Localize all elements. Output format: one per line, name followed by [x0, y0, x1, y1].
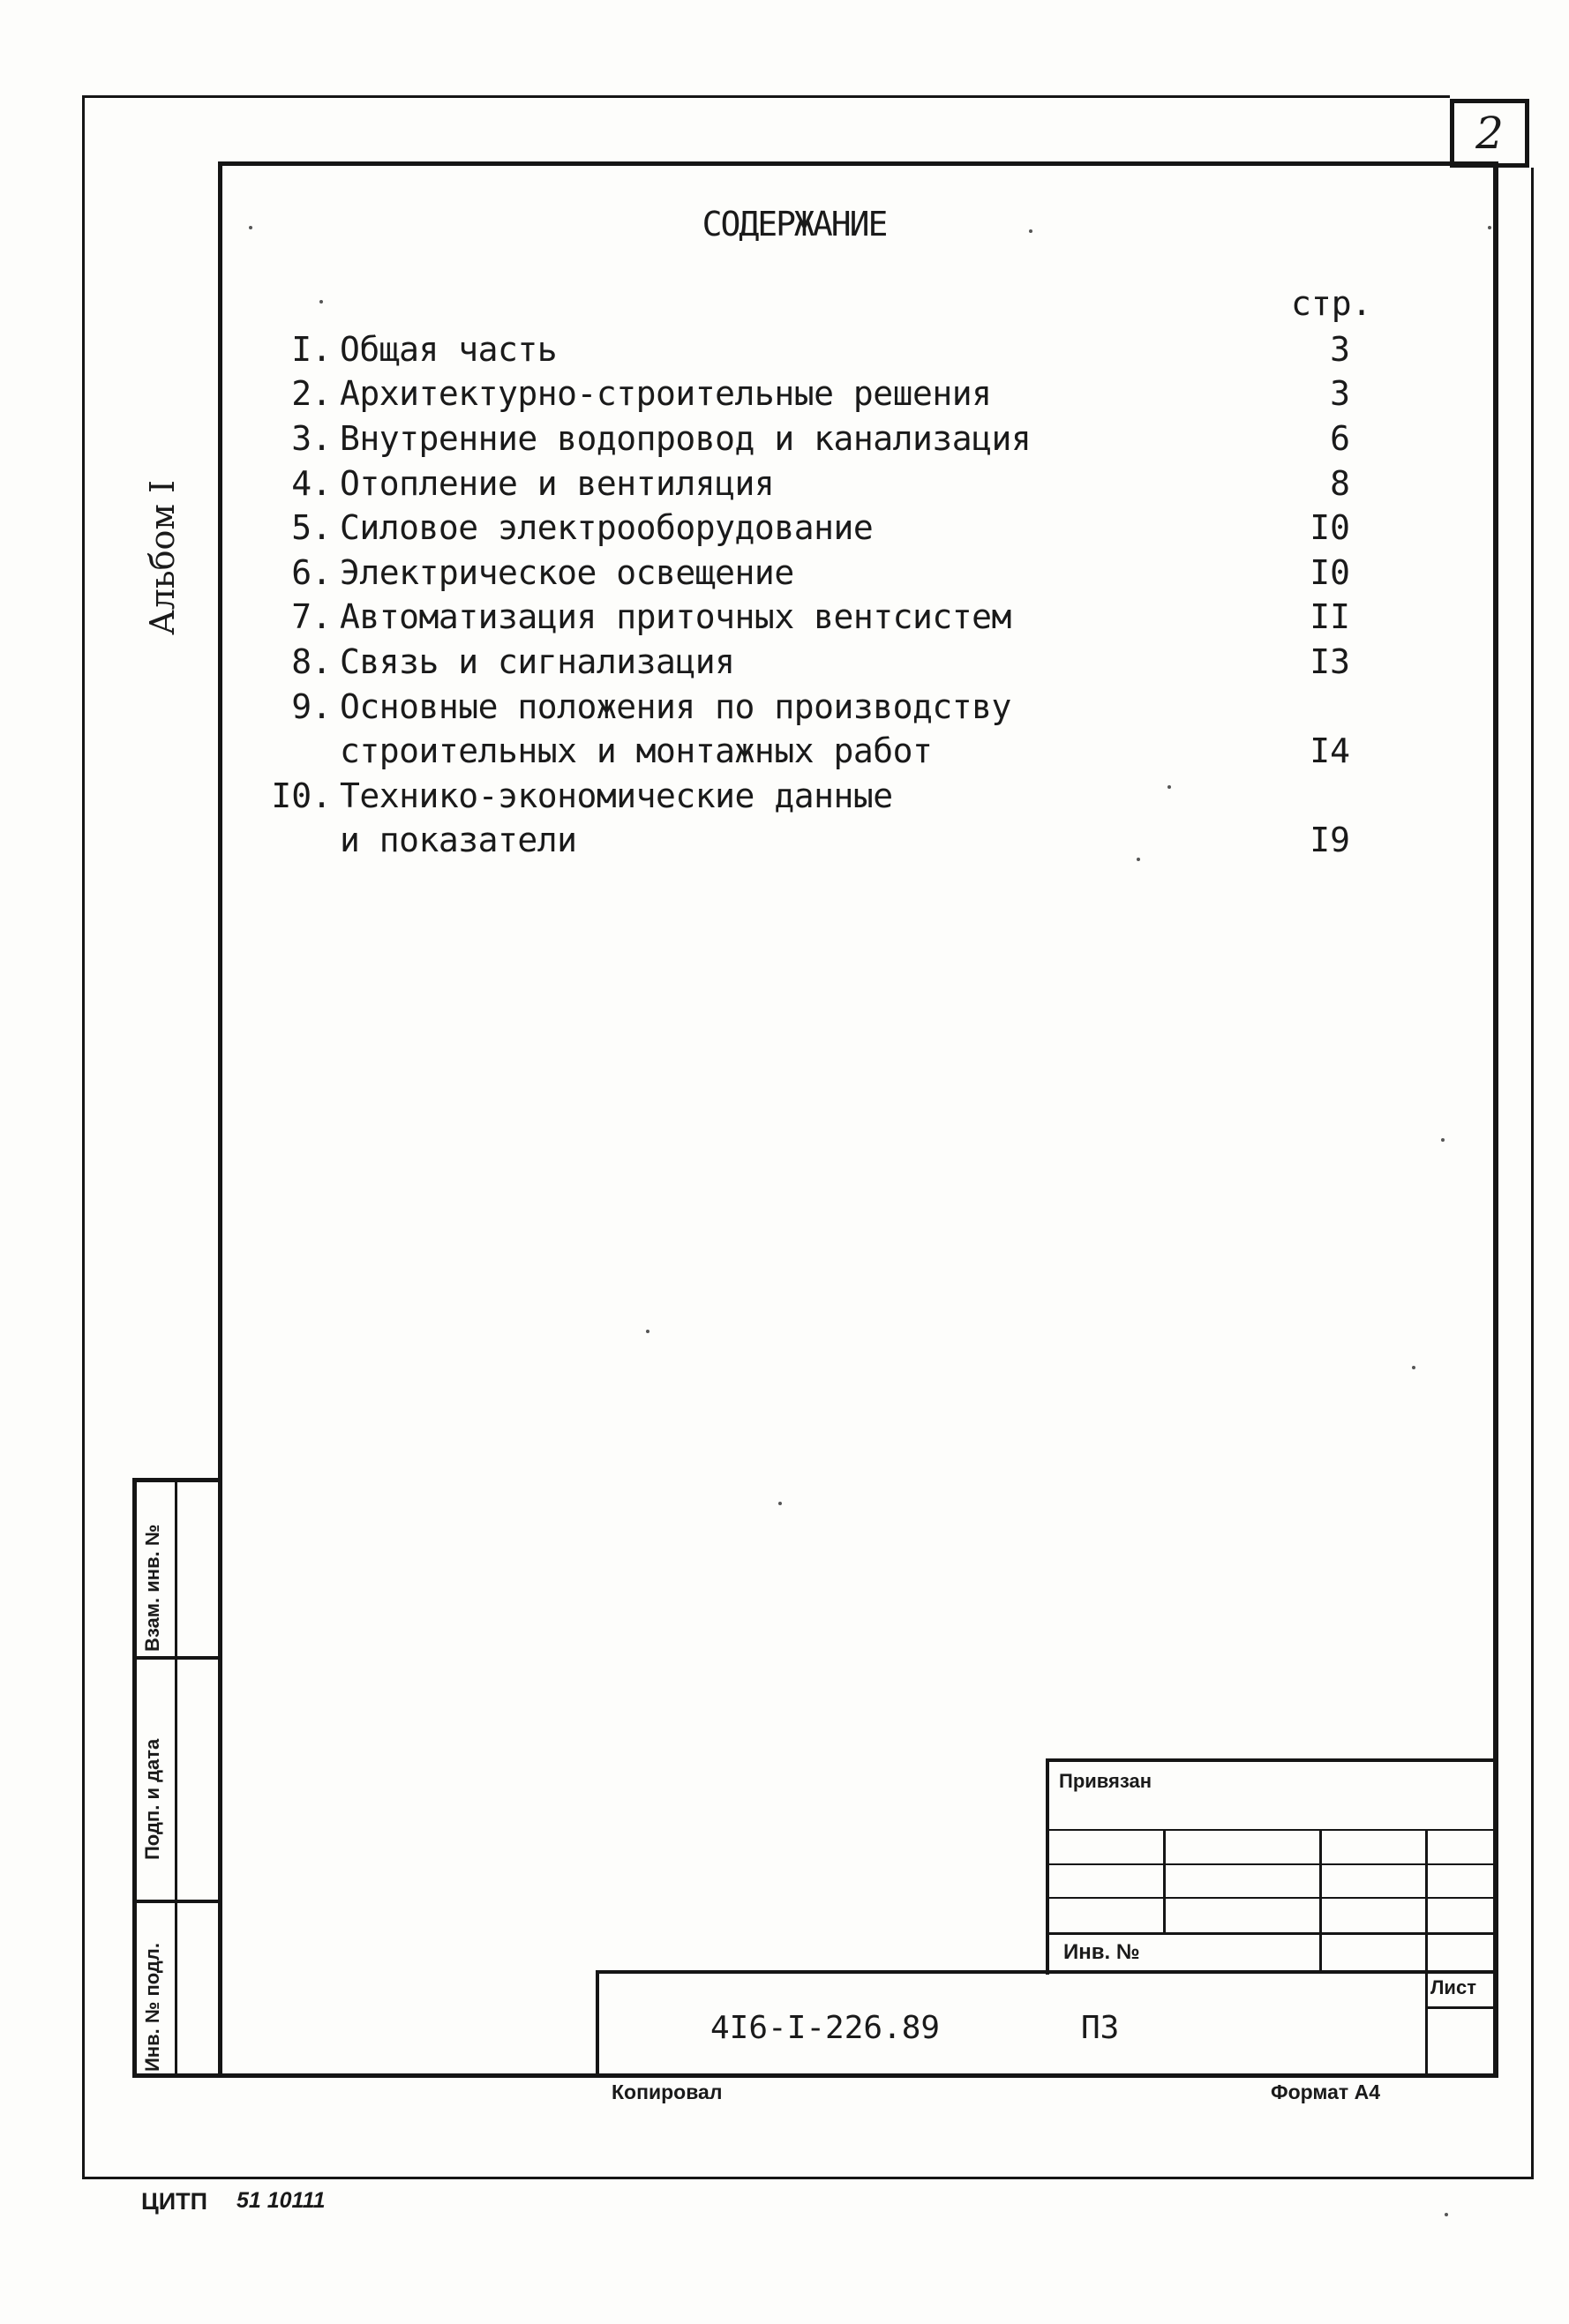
page-column-header: стр.	[1291, 284, 1372, 323]
toc-title: Электрическое освещение	[340, 553, 794, 592]
podp-data-label: Подп. и дата	[141, 1738, 163, 1860]
toc-page: I9	[1310, 821, 1350, 859]
format-label: Формат А4	[1271, 2080, 1380, 2103]
inv-podl-label: Инв. № подл.	[141, 1943, 163, 2072]
toc-number: I.	[291, 330, 332, 369]
scan-speck	[778, 1502, 782, 1505]
scan-speck	[1441, 1138, 1445, 1142]
side-stamp-divider	[175, 1478, 177, 2078]
toc-number: 2.	[291, 374, 332, 413]
toc-title-continuation: и показатели	[340, 821, 577, 859]
toc-number: 9.	[291, 687, 332, 726]
privyazan-label: Привязан	[1059, 1770, 1152, 1792]
scan-speck	[1029, 229, 1032, 233]
side-stamp-left	[132, 1478, 137, 2078]
scan-speck	[1445, 2213, 1448, 2216]
outer-frame-right	[1531, 168, 1534, 2179]
toc-title: Автоматизация приточных вентсистем	[340, 597, 1011, 636]
side-stamp-sep1	[132, 1656, 221, 1660]
toc-title-continuation: строительных и монтажных работ	[340, 731, 933, 770]
side-stamp-sep2	[132, 1900, 221, 1903]
toc-page: 3	[1330, 374, 1350, 413]
sheet-number: 2	[1450, 99, 1529, 168]
toc-title: Силовое электрооборудование	[340, 508, 874, 547]
tb-col3	[1425, 1829, 1428, 2078]
tb-col1	[1163, 1829, 1166, 1932]
inner-frame-bottom	[132, 2073, 1498, 2078]
toc-title: Внутренние водопровод и канализация	[340, 419, 1032, 458]
toc-page: I3	[1310, 642, 1350, 681]
toc-title: Архитектурно-строительные решения	[340, 374, 992, 413]
toc-title: Общая часть	[340, 330, 558, 369]
list-label: Лист	[1430, 1976, 1476, 1998]
scan-speck	[646, 1330, 649, 1333]
toc-title: Отопление и вентиляция	[340, 464, 775, 503]
toc-title: Основные положения по производству	[340, 687, 1011, 726]
toc-number: 8.	[291, 642, 332, 681]
doc-suffix: ПЗ	[1081, 2010, 1120, 2046]
scan-speck	[319, 300, 323, 304]
footer-code: 51 10111	[236, 2188, 326, 2213]
toc-page: II	[1310, 597, 1350, 636]
toc-page: I0	[1310, 553, 1350, 592]
kopiroval-label: Копировал	[612, 2080, 723, 2103]
toc-title: Связь и сигнализация	[340, 642, 735, 681]
toc-title: Технико-экономические данные	[340, 776, 893, 815]
toc-number: 6.	[291, 553, 332, 592]
scan-speck	[1488, 226, 1491, 229]
toc-page: 3	[1330, 330, 1350, 369]
toc-page: 6	[1330, 419, 1350, 458]
tb-row2	[1046, 1863, 1496, 1865]
inner-frame-left	[218, 161, 222, 2078]
outer-frame-bottom	[82, 2177, 1534, 2179]
doc-code: 4I6-I-226.89	[710, 2010, 941, 2046]
side-stamp-top	[132, 1478, 221, 1482]
tb-main-left	[596, 1970, 599, 2078]
toc-number: 3.	[291, 419, 332, 458]
toc-number: 7.	[291, 597, 332, 636]
inner-frame-top	[218, 161, 1498, 166]
toc-page: I0	[1310, 508, 1350, 547]
vzam-inv-label: Взам. инв. №	[141, 1524, 163, 1652]
album-label: Альбом I	[143, 479, 182, 635]
scan-speck	[1137, 858, 1140, 861]
tb-row4	[1046, 1932, 1496, 1935]
tb-list-sep	[1425, 2006, 1496, 2009]
toc-number: I0.	[271, 776, 332, 815]
inv-no-label: Инв. №	[1063, 1940, 1140, 1964]
tb-row3	[1046, 1897, 1496, 1899]
inner-frame-right	[1493, 161, 1498, 2078]
outer-frame-top	[82, 95, 1450, 98]
page-title: СОДЕРЖАНИЕ	[702, 205, 887, 244]
tb-col2	[1319, 1829, 1322, 1972]
outer-frame-left	[82, 95, 85, 2179]
toc-page: 8	[1330, 464, 1350, 503]
scan-speck	[1412, 1366, 1415, 1369]
toc-page: I4	[1310, 731, 1350, 770]
tb-top	[1046, 1758, 1496, 1762]
tb-main-top	[596, 1970, 1496, 1974]
tb-left	[1046, 1758, 1049, 1975]
scan-speck	[249, 226, 252, 229]
scan-speck	[1167, 785, 1171, 789]
toc-number: 5.	[291, 508, 332, 547]
tb-row1	[1046, 1829, 1496, 1831]
footer-org: ЦИТП	[141, 2188, 208, 2215]
toc-number: 4.	[291, 464, 332, 503]
